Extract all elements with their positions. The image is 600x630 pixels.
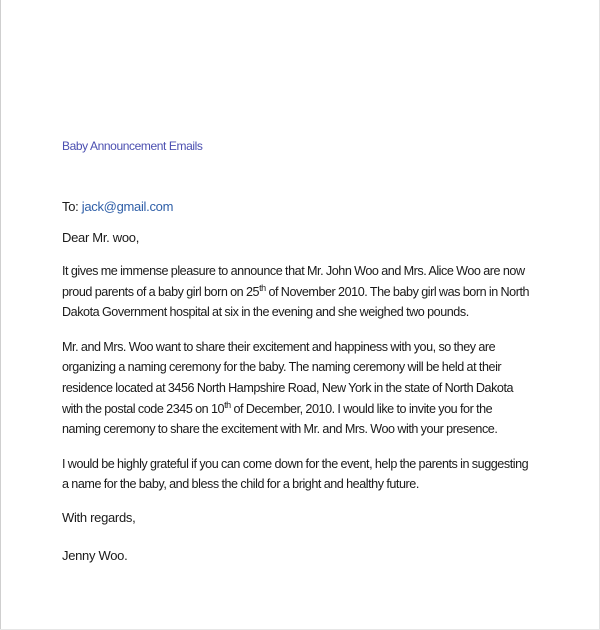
paragraph-ceremony-text-1: Mr. and Mrs. Woo want to share their excitement and happiness with you, so they are organizing a naming ceremony for the baby. The naming ceremony will be held at their residence located at 3456 North Hampshire Road, New York in the state of North Dakota with the postal code 2345 on 10: [62, 339, 514, 416]
to-label: To:: [62, 199, 79, 214]
signature: Jenny Woo.: [62, 547, 128, 563]
page-left-border: [0, 0, 1, 630]
paragraph-announcement-text-1: It gives me immense pleasure to announce that Mr. John Woo and Mrs. Alice Woo are now proud parents of a baby girl born on 25: [62, 264, 525, 299]
letter-body: [62, 137, 532, 565]
paragraph-announcement: [62, 261, 532, 323]
salutation: Dear Mr. woo,: [62, 230, 140, 245]
ordinal-suffix-birth-date: th: [259, 282, 266, 293]
closing: With regards,: [62, 509, 136, 525]
paragraph-ceremony-text-2: of December, 2010. I would like to invite you for the naming ceremony to share the excitement with Mr. and Mrs. Woo with your presence.: [62, 401, 498, 437]
paragraph-request: I would be highly grateful if you can come down for the event, help the parents in suggesting a name for the baby, and bless the child for a bright and healthy future.: [62, 456, 529, 492]
email-subject: Baby Announcement Emails: [62, 139, 203, 153]
recipient-email-link[interactable]: jack@gmail.com: [81, 199, 174, 214]
paragraph-announcement-text-2: of November 2010. The baby girl was born in North Dakota Government hospital at six in the evening and she weighed two pounds.: [62, 284, 530, 320]
ordinal-suffix-ceremony-date: th: [224, 399, 231, 410]
paragraph-ceremony: [62, 337, 532, 440]
recipient-line: [62, 198, 532, 216]
